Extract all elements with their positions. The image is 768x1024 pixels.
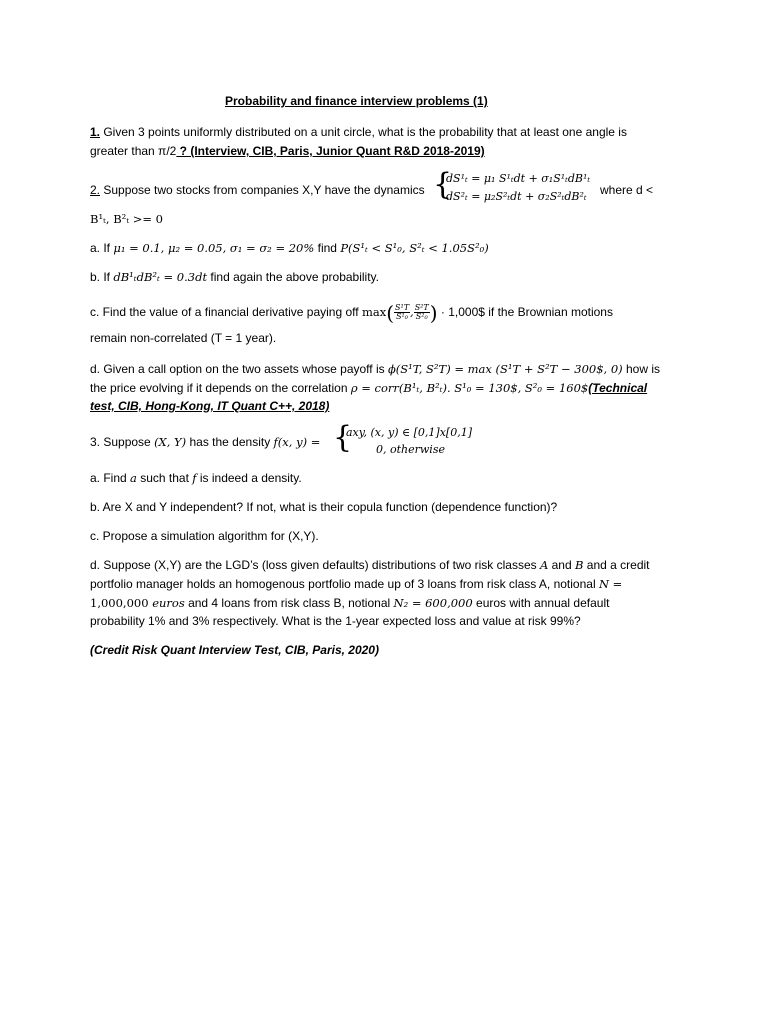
- question-3-source: (Credit Risk Quant Interview Test, CIB, Paris, 2020): [90, 643, 379, 657]
- question-1-number: 1.: [90, 125, 101, 139]
- question-2d-text: d. Given a call option on the two assets whose payoff is: [90, 362, 388, 376]
- question-2c: c. Find the value of a financial derivative paying off max( $\frac{\text{S¹T}}{\text{S¹₀}}$ , $\frac{\text{S²T}}{\text{S²₀}}$ ) · 1,000$ if the Brownian motions: [90, 300, 613, 325]
- question-2b-text: find again the above probability.: [207, 270, 379, 284]
- question-3-xy: (X, Y): [154, 435, 187, 449]
- question-3a: a. Find a such that f is indeed a density.: [90, 471, 302, 485]
- question-2c-text: c. Find the value of a financial derivative paying off: [90, 305, 362, 319]
- question-3d-line-3: 1,000,000 euros and 4 loans from risk class B, notional N₂ = 600,000 euros with annual default: [90, 596, 610, 610]
- question-2b-prefix: b. If: [90, 270, 114, 284]
- question-2d-source-2: test, CIB, Hong-Kong, IT Quant C++, 2018): [90, 399, 330, 413]
- question-3-line-1: 3. Suppose (X, Y) has the density f(x, y) =: [90, 435, 321, 449]
- question-2d-source-1: (Technical: [588, 381, 648, 395]
- question-2c-fraction-1: $\frac{\text{S¹T}}{\text{S¹₀}}$: [395, 303, 410, 322]
- question-2a-find: find: [314, 241, 341, 255]
- question-2d-text-2: the price evolving if it depends on the correlation: [90, 381, 351, 395]
- question-1-text: Given 3 points uniformly distributed on a unit circle, what is the probability that at least one angle is: [100, 125, 627, 139]
- question-2d-payoff: ϕ(S¹T, S²T) = max (S¹T + S²T − 300$, 0): [387, 362, 623, 376]
- question-2-where: where d <: [600, 183, 654, 197]
- question-2c-fraction-2: $\frac{\text{S²T}}{\text{S²₀}}$: [414, 303, 429, 322]
- question-2c-max: max: [361, 305, 387, 319]
- question-2a-prefix: a. If: [90, 241, 114, 255]
- question-2c-tail: · 1,000$ if the Brownian motions: [437, 305, 613, 319]
- question-1-text-cont: greater than π/2: [90, 144, 177, 158]
- question-2d-line-2: [90, 380, 647, 396]
- question-2d-line-1: [90, 361, 660, 377]
- density-brace: {: [333, 420, 353, 455]
- density-case-2: 0, otherwise: [376, 443, 445, 456]
- question-2b: [90, 269, 379, 285]
- dynamics-equation-1: dS¹ₜ = μ₁ S¹ₜdt + σ₁S¹ₜdB¹ₜ: [446, 172, 591, 185]
- question-2d-tail: how is: [622, 362, 660, 376]
- question-2a-params: μ₁ = 0.1, μ₂ = 0.05, σ₁ = σ₂ = 20%: [113, 241, 315, 255]
- question-3d-line-4: probability 1% and 3% respectively. What is the 1-year expected loss and value at risk 99%?: [90, 614, 581, 628]
- density-case-1: axy, (x, y) ∈ [0,1]x[0,1]: [346, 426, 472, 439]
- page-title: Probability and finance interview problems (1): [225, 94, 488, 108]
- question-2b-correlation: dB¹ₜdB²ₜ = 0.3dt: [113, 270, 208, 284]
- question-3d-line-2: portfolio manager holds an homogenous portfolio made up of 3 loans from risk class A, notional N =: [90, 577, 623, 591]
- question-2-condition: B¹ₜ, B²ₜ >= 0: [90, 212, 164, 226]
- question-2-number: 2.: [90, 183, 101, 197]
- question-3d-line-1: d. Suppose (X,Y) are the LGD’s (loss given defaults) distributions of two risk classes A and B and a credit: [90, 558, 650, 572]
- question-2a: [90, 240, 489, 256]
- question-1-line-1: [90, 124, 627, 140]
- question-2a-probability: P(S¹ₜ < S¹₀, S²ₜ < 1.05S²₀): [340, 241, 489, 255]
- question-2-line-1: [90, 182, 425, 198]
- question-3b: b. Are X and Y independent? If not, what is their copula function (dependence function)?: [90, 500, 558, 514]
- question-2c-cont: remain non-correlated (T = 1 year).: [90, 331, 277, 345]
- question-1-line-2: [90, 143, 485, 159]
- question-1-source: ? (Interview, CIB, Paris, Junior Quant R&D 2018-2019): [176, 144, 485, 158]
- question-2-line-2: [90, 211, 163, 227]
- question-2-text: Suppose two stocks from companies X,Y have the dynamics: [100, 183, 425, 197]
- dynamics-equation-2: dS²ₜ = μ₂S²ₜdt + σ₂S²ₜdB²ₜ: [446, 190, 587, 203]
- dynamics-brace: {: [433, 167, 453, 202]
- question-3-density: f(x, y) =: [273, 435, 321, 449]
- question-3c: c. Propose a simulation algorithm for (X,Y).: [90, 529, 319, 543]
- question-2d-correlation: ρ = corr(B¹ₜ, B²ₜ). S¹₀ = 130$, S²₀ = 160$: [350, 381, 589, 395]
